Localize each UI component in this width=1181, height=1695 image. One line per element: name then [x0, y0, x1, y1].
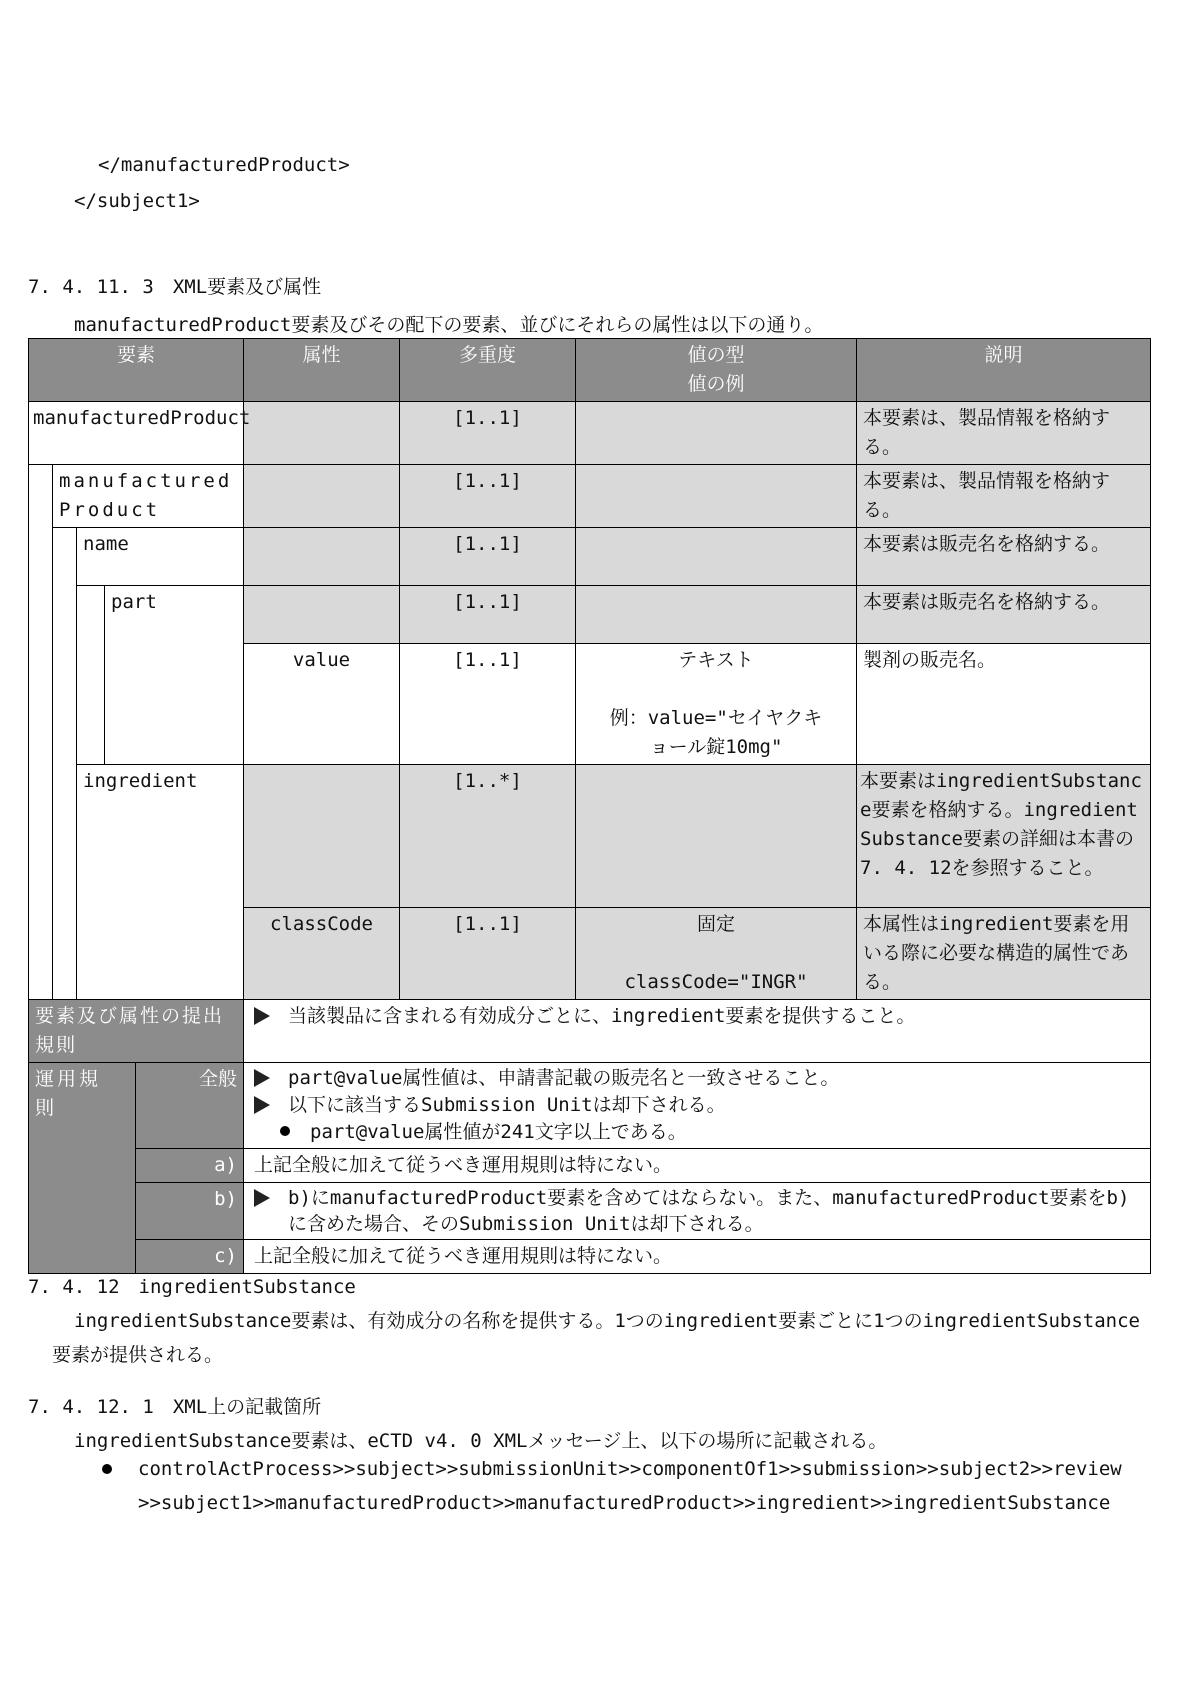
code-line: </subject1>	[74, 190, 200, 212]
description-cell: 本要素は販売名を格納する。	[857, 528, 1151, 586]
arrow-bullet-icon	[254, 1069, 270, 1087]
attribute-cell	[244, 765, 400, 908]
attribute-cell	[244, 465, 400, 528]
multiplicity-cell: [1..1]	[400, 528, 576, 586]
attribute-cell	[244, 528, 400, 586]
value-cell	[576, 465, 857, 528]
provision-rule: 当該製品に含まれる有効成分ごとに、ingredient要素を提供すること。	[244, 1000, 1151, 1063]
multiplicity-cell: [1..1]	[400, 465, 576, 528]
arrow-bullet-icon	[254, 1007, 270, 1025]
operation-rule-label: 運用規則	[29, 1063, 136, 1274]
value-cell	[576, 586, 857, 644]
general-label: 全般	[136, 1063, 244, 1149]
element-cell: manufacturedProduct	[29, 402, 244, 465]
rule-b-label: b)	[136, 1183, 244, 1240]
element-cell: manufactured Product	[53, 465, 244, 528]
rule-a: 上記全般に加えて従うべき運用規則は特にない。	[244, 1149, 1151, 1183]
multiplicity-cell: [1..1]	[400, 644, 576, 765]
header-element: 要素	[29, 339, 244, 402]
description-cell: 本要素は販売名を格納する。	[857, 586, 1151, 644]
element-cell: name	[77, 528, 244, 586]
paragraph: 要素が提供される。	[52, 1344, 224, 1366]
attribute-cell	[244, 586, 400, 644]
paragraph: ingredientSubstance要素は、有効成分の名称を提供する。1つのingredient要素ごとに1つのingredientSubstance	[74, 1310, 1140, 1332]
paragraph: ingredientSubstance要素は、eCTD v4. 0 XMLメッセージ上、以下の場所に記載される。	[74, 1430, 888, 1452]
indent-cell	[77, 586, 105, 765]
multiplicity-cell: [1..1]	[400, 586, 576, 644]
section-heading: 7. 4. 11. 3 XML要素及び属性	[28, 276, 322, 298]
indent-cell	[29, 465, 53, 1000]
provision-rule-label: 要素及び属性の提出規則	[29, 1000, 244, 1063]
value-cell	[576, 402, 857, 465]
multiplicity-cell: [1..1]	[400, 908, 576, 1000]
attribute-cell: classCode	[244, 908, 400, 1000]
xml-path: controlActProcess>>subject>>submissionUnit>>componentOf1>>submission>>subject2>>review	[138, 1458, 1122, 1480]
rule-c: 上記全般に加えて従うべき運用規則は特にない。	[244, 1240, 1151, 1274]
indent-cell	[53, 528, 77, 1000]
bullet-icon	[280, 1126, 290, 1136]
description-cell: 本要素は、製品情報を格納する。	[857, 402, 1151, 465]
description-cell: 本要素は、製品情報を格納する。	[857, 465, 1151, 528]
arrow-bullet-icon	[254, 1096, 270, 1114]
multiplicity-cell: [1..*]	[400, 765, 576, 908]
paragraph: manufacturedProduct要素及びその配下の要素、並びにそれらの属性は以下の通り。	[74, 314, 824, 336]
rule-b: b)にmanufacturedProduct要素を含めてはならない。また、manufacturedProduct要素をb)に含めた場合、そのSubmission Unitは却下される。	[244, 1183, 1151, 1240]
section-heading: 7. 4. 12 ingredientSubstance	[28, 1276, 356, 1298]
multiplicity-cell: [1..1]	[400, 402, 576, 465]
header-attribute: 属性	[244, 339, 400, 402]
value-cell	[576, 765, 857, 908]
description-cell: 本要素はingredientSubstance要素を格納する。ingredientSubstance要素の詳細は本書の7. 4. 12を参照すること。	[857, 765, 1151, 908]
general-rules: part@value属性値は、申請書記載の販売名と一致させること。 以下に該当するSubmission Unitは却下される。 part@value属性値が241文字以上である。	[244, 1063, 1151, 1149]
header-value-type: 値の型 値の例	[576, 339, 857, 402]
value-cell: テキスト 例：value="セイヤクキョール錠10mg"	[576, 644, 857, 765]
element-cell: ingredient	[77, 765, 244, 1000]
description-cell: 製剤の販売名。	[857, 644, 1151, 765]
header-multiplicity: 多重度	[400, 339, 576, 402]
value-cell: 固定 classCode="INGR"	[576, 908, 857, 1000]
section-heading: 7. 4. 12. 1 XML上の記載箇所	[28, 1396, 322, 1418]
xml-path: >>subject1>>manufacturedProduct>>manufacturedProduct>>ingredient>>ingredientSubstance	[138, 1492, 1111, 1514]
rule-a-label: a)	[136, 1149, 244, 1183]
description-cell: 本属性はingredient要素を用いる際に必要な構造的属性である。	[857, 908, 1151, 1000]
rule-c-label: c)	[136, 1240, 244, 1274]
attribute-cell: value	[244, 644, 400, 765]
element-cell: part	[105, 586, 244, 765]
code-line: </manufacturedProduct>	[98, 154, 350, 176]
arrow-bullet-icon	[254, 1189, 270, 1207]
spec-table	[28, 338, 1151, 1274]
attribute-cell	[244, 402, 400, 465]
header-description: 説明	[857, 339, 1151, 402]
bullet-icon	[102, 1464, 112, 1474]
value-cell	[576, 528, 857, 586]
